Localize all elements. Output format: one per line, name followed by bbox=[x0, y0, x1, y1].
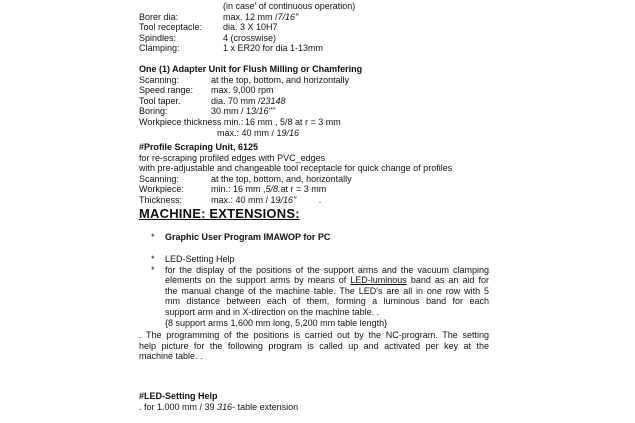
bullet-led-setting: * LED-Setting Help bbox=[151, 254, 235, 264]
spec-row-tool-receptacle: Tool receptacle: dia. 3 X 10H7 bbox=[139, 22, 278, 33]
adapter-row-boring: Boring: 30 mm / 1 3/16"" bbox=[139, 106, 275, 117]
led-display-paragraph: for the display of the positions of the support arms and the vacuum clamping elements on the support arms by means of LED-luminous band as an aid for the manual change of the machine table. The LED's are all in one row with 5 mm distance between each of them, forming a luminous band for each support arm and in X-direction on the machine table. . {8 support arms 1,600 mm long, 5,200 mm table length} bbox=[165, 264, 489, 328]
top-spec-table bbox=[139, 12, 323, 54]
adapter-row-thickness-max: max.: 40 mm / 1 9/16 bbox=[217, 127, 300, 138]
support-arms-note: {8 support arms 1,600 mm long, 5,200 mm table length} bbox=[165, 317, 388, 328]
machine-extensions-heading: MACHINE: EXTENSIONS: bbox=[139, 206, 300, 221]
spec-row-clamping: Clamping: 1 x ER20 for dia 1-13mm bbox=[139, 43, 324, 54]
scraping-desc-line-1: for re-scraping profiled edges with PVC_edges bbox=[139, 152, 326, 163]
adapter-row-thickness-min: Workpiece thickness min.: 16 mm , 5/8 at r = 3 mm bbox=[139, 116, 341, 127]
adapter-row-taper: Tool taper. dia. 70 mm /2 3148 bbox=[139, 95, 286, 106]
led-luminous-term: LED-luminous bbox=[350, 275, 407, 286]
adapter-row-speed: Speed range: max. 9,000 rpm bbox=[139, 85, 274, 96]
adapter-row-scanning: Scanning: at the top, bottom, and horizontally bbox=[139, 74, 350, 85]
led-setting-help-line: . for 1.000 mm / 39 316- table extension bbox=[139, 401, 299, 412]
bullet-imawop: * Graphic User Program IMAWOP for PC bbox=[151, 232, 331, 242]
adapter-unit-title: One (1) Adapter Unit for Flush Milling or Chamfering bbox=[139, 64, 363, 74]
scraping-row-thickness: Thickness: max.: 40 mm / 1 9/16" . bbox=[139, 194, 322, 205]
adapter-spec-table bbox=[139, 75, 349, 139]
scraping-unit-title: #Profile Scraping Unit, 6125 bbox=[139, 142, 259, 152]
led-setting-help-title: #LED-Setting Help bbox=[139, 391, 218, 401]
scraping-desc-line-2: with pre-adjustable and changeable tool receptacle for quick change of profiles bbox=[139, 163, 453, 174]
spec-row-spindles: Spindles: 4 (crosswise) bbox=[139, 32, 277, 43]
scraping-row-scanning: Scanning: at the top, bottom, and, horizontally bbox=[139, 173, 352, 184]
document-page: (in case' of continuous operation) Borer dia: max. 12 mm / 7/16" Tool receptacle: dia. 3 X 10H7 Spindles: 4 (crosswise) Clamping: 1 x ER20 for dia 1-13mm One (1) Adapter Unit for Flush Milling or Chamfering Scanning: at the top, bottom, and horizontally Speed range: max. 9,000 rpm Tool taper. dia. 70 mm /2 3148 Boring: 30 mm / 1 3/16"" Workpiece thickness min.: 16 mm , 5/8 at r = 3 mm max.: 40 mm / 1 9/16 #Profile Scraping Unit, 6125 for re-scraping profiled edges with PVC_edges with pre-adjustable and changeable tool receptacle for quick change of profiles Scanning: at the top, bottom, and, horizontally Workpiece: min.: 16 mm , 5/8. at r = 3 mm Thickness: max.: 40 mm / 1 9/16" . MACHINE: EXTENSIONS: * Graphic User Program IMAWOP for PC * LED-Setting Help * for the display of the positions of the support arms and the vacuum clamping elements on the support arms by means of LED-luminous band as an aid for the manual change of the machine table. The LED's are all in one row with 5 mm distance between each of them, forming a luminous band for each support arm and in X-direction on the machine table. . {8 support arms 1,600 mm long, 5,200 mm table length} . The programming of the positions is carried out by the NC-program. The setting help picture for the following program is called up and activated per key at the machine table. . #LED-Setting Help . for 1.000 mm / 39 316- table extension bbox=[139, 1, 489, 412]
scraping-unit-body bbox=[139, 153, 452, 206]
continuous-operation-note: (in case' of continuous operation) bbox=[223, 1, 356, 11]
programming-paragraph: . The programming of the positions is carried out by the NC-program. The setting help picture for the following program is called up and activated per key at the machine table. . bbox=[139, 330, 489, 362]
spec-row-borer: Borer dia: max. 12 mm / 7/16" bbox=[139, 11, 299, 22]
scraping-row-workpiece: Workpiece: min.: 16 mm , 5/8. at r = 3 mm bbox=[139, 184, 327, 195]
